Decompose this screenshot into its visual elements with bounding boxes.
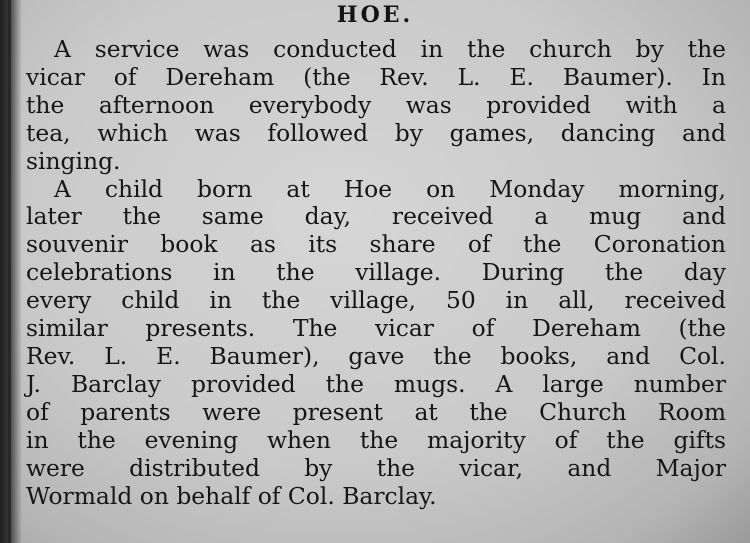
text-line: tea, which was followed by games, dancing and [26,118,726,147]
text-line: in the evening when the majority of the gifts [26,425,726,454]
paragraph-2 [26,176,726,511]
article-heading: HOE. [336,2,414,28]
text-line: vicar of Dereham (the Rev. L. E. Baumer). In [26,62,726,91]
text-line: the afternoon everybody was provided with a [26,90,726,119]
text-line: souvenir book as its share of the Coronation [26,230,726,259]
clipping-shadow-edge [0,0,22,543]
text-line: of parents were present at the Church Room [26,397,726,426]
text-line: later the same day, received a mug and [26,202,726,231]
text-line: J. Barclay provided the mugs. A large number [26,369,726,398]
text-line: Rev. L. E. Baumer), gave the books, and Col. [26,341,726,370]
text-line: A service was conducted in the church by the [54,35,726,63]
text-line: Wormald on behalf of Col. Barclay. [26,481,437,510]
text-line: singing. [26,146,121,175]
text-line: similar presents. The vicar of Dereham (the [26,314,726,343]
column-rule [8,0,11,543]
article-body [26,36,726,510]
paragraph-1 [26,36,726,176]
text-line: A child born at Hoe on Monday morning, [54,174,726,203]
text-line: celebrations in the village. During the day [26,258,726,287]
text-line: every child in the village, 50 in all, received [26,286,726,315]
text-line: were distributed by the vicar, and Major [26,453,726,482]
